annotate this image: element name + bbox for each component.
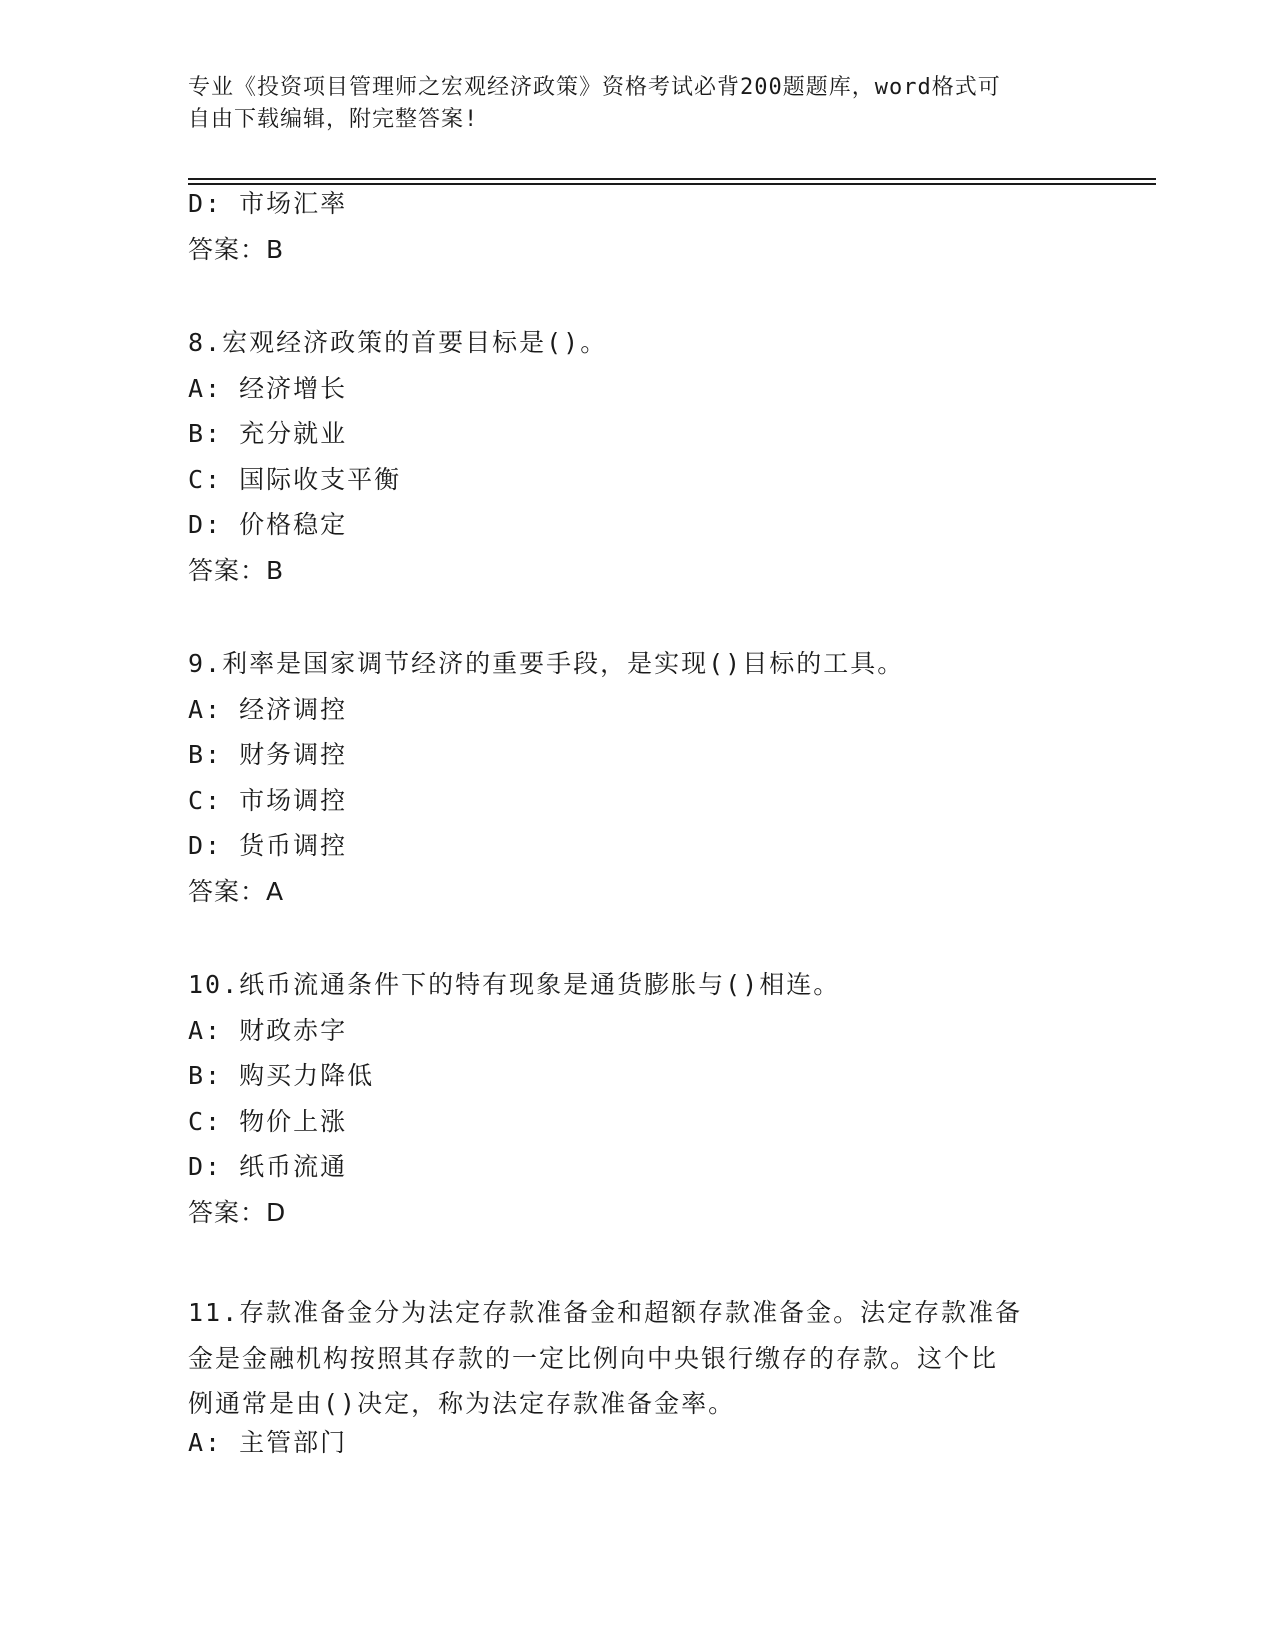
question-stem [188,1290,1068,1427]
option-c: C: 市场调控 [188,785,348,815]
option-d: D: 纸币流通 [188,1152,348,1181]
option-b: B: 充分就业 [188,419,348,448]
previous-question-tail [188,188,1088,266]
option-d: D: 市场汇率 [188,189,348,218]
answer-line: 答案：D [188,1197,287,1227]
question-11 [188,1290,1088,1459]
question-stem-line: 11.存款准备金分为法定存款准备金和超额存款准备金。法定存款准备 [188,1298,1023,1327]
option-c: C: 物价上涨 [188,1106,348,1136]
spacer [188,1242,1088,1290]
question-list [188,188,1088,1472]
question-stem: 8.宏观经济政策的首要目标是()。 [188,328,608,357]
option-b: B: 购买力降低 [188,1061,375,1090]
option-b: B: 财务调控 [188,740,348,769]
header-divider-bottom [188,183,1156,185]
answer-line: 答案：B [188,555,285,585]
question-10 [188,969,1088,1229]
question-stem: 9.利率是国家调节经济的重要手段，是实现()目标的工具。 [188,649,905,678]
answer-line: 答案：A [188,876,285,906]
spacer [188,279,1088,327]
document-header [188,72,1088,136]
answer-line: 答案：B [188,234,285,264]
option-a: A: 财政赤字 [188,1015,348,1045]
option-d: D: 价格稳定 [188,510,348,539]
option-a: A: 主管部门 [188,1427,348,1457]
question-9 [188,648,1088,908]
question-stem-line: 例通常是由()决定，称为法定存款准备金率。 [188,1389,736,1418]
option-c: C: 国际收支平衡 [188,464,402,494]
header-line-2: 自由下载编辑，附完整答案! [188,107,479,132]
option-a: A: 经济增长 [188,373,348,403]
question-stem-line: 金是金融机构按照其存款的一定比例向中央银行缴存的存款。这个比 [188,1343,999,1373]
question-8 [188,327,1088,587]
spacer [188,600,1088,648]
header-divider-top [188,178,1156,180]
option-a: A: 经济调控 [188,694,348,724]
question-stem: 10.纸币流通条件下的特有现象是通货膨胀与()相连。 [188,970,841,999]
spacer [188,921,1088,969]
header-line-1: 专业《投资项目管理师之宏观经济政策》资格考试必背200题题库，word格式可 [188,75,1001,100]
option-d: D: 货币调控 [188,831,348,860]
